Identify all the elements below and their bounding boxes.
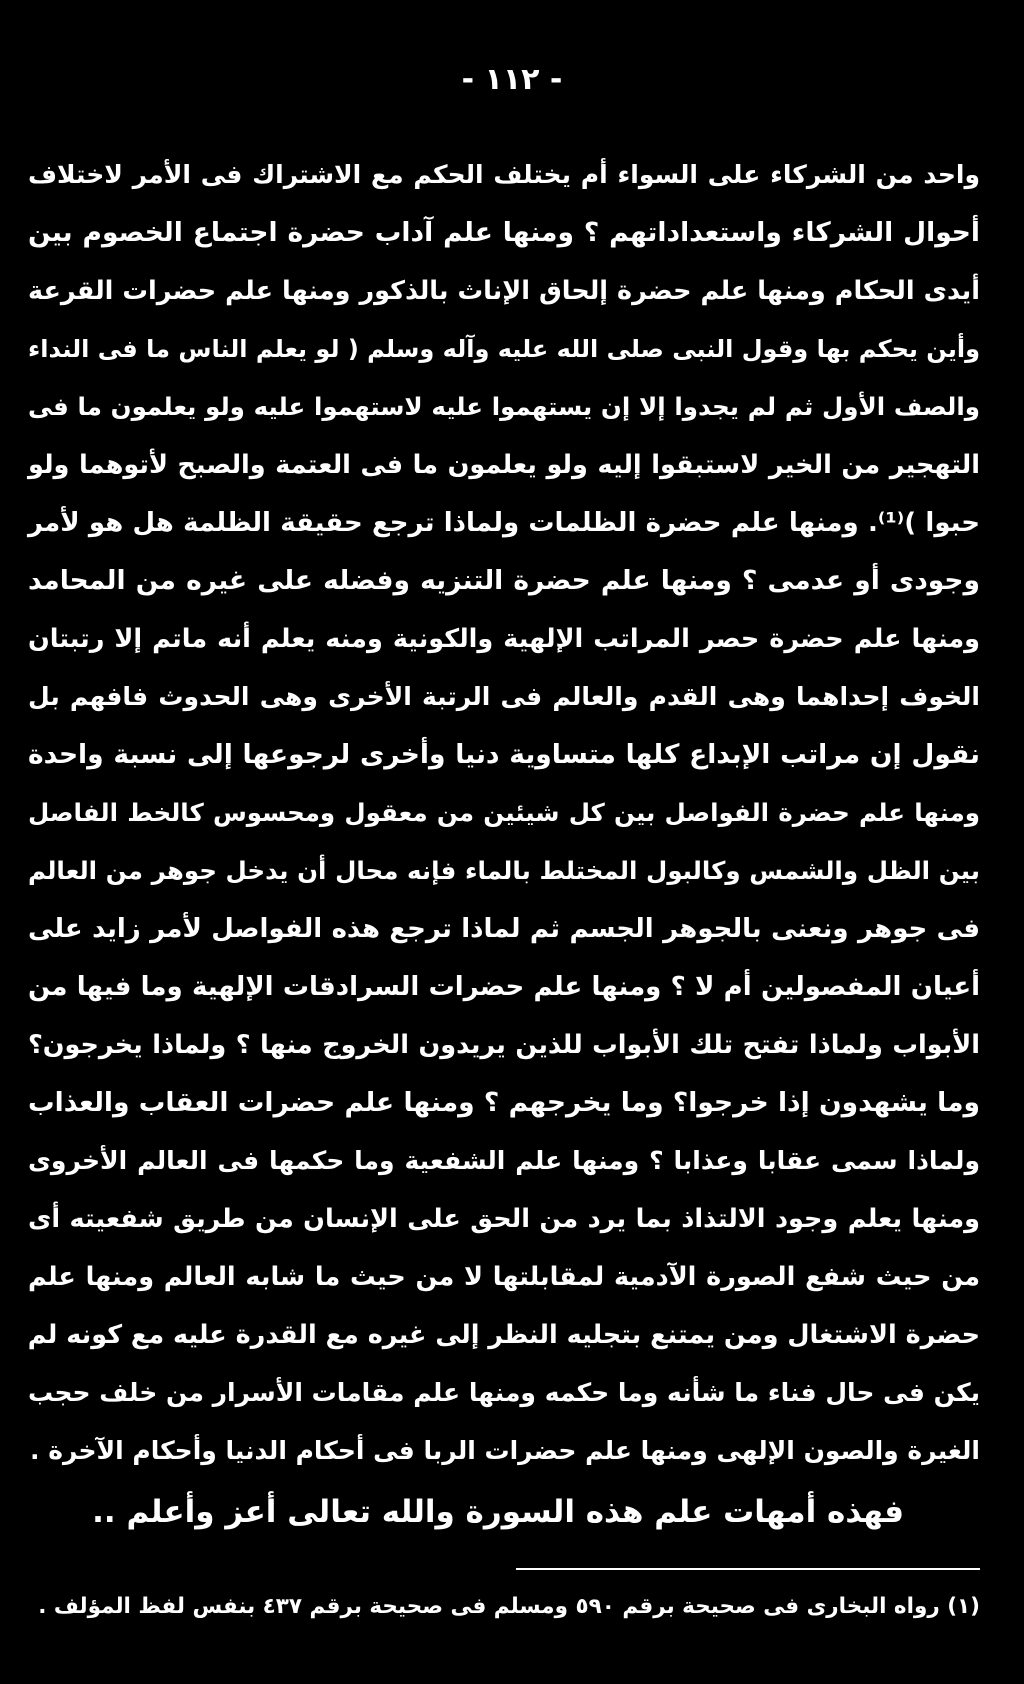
text-line: الخوف إحداهما وهى القدم والعالم فى الرتبة الأخرى وهى الحدوث فافهم بل	[28, 682, 980, 711]
footnote: (١) رواه البخارى فى صحيحة برقم ٥٩٠ ومسلم فى صحيحة برقم ٤٣٧ بنفس لفظ المؤلف .	[38, 1594, 980, 1619]
text-line: حبوا )⁽¹⁾. ومنها علم حضرة الظلمات ولماذا ترجع حقيقة الظلمة هل هو لأمر	[28, 508, 980, 538]
text-line: أعيان المفصولين أم لا ؟ ومنها علم حضرات السرادقات الإلهية وما فيها من	[28, 972, 980, 1002]
text-line: واحد من الشركاء على السواء أم يختلف الحكم مع الاشتراك فى الأمر لاختلاف	[28, 160, 980, 189]
closing-line: فهذه أمهات علم هذه السورة والله تعالى أعز وأعلم ..	[92, 1494, 904, 1530]
text-line: من حيث شفع الصورة الآدمية لمقابلتها لا من حيث ما شابه العالم ومنها علم	[28, 1262, 980, 1292]
text-line: أيدى الحكام ومنها علم حضرة إلحاق الإناث بالذكور ومنها علم حضرات القرعة	[28, 276, 980, 306]
body-text	[28, 146, 980, 1480]
text-line: ومنها علم حضرة الفواصل بين كل شيئين من معقول ومحسوس كالخط الفاصل	[28, 798, 980, 827]
text-line: التهجير من الخير لاستبقوا إليه ولو يعلمون ما فى العتمة والصبح لأتوهما ولو	[28, 450, 980, 480]
text-line: ومنها يعلم وجود الالتذاذ بما يرد من الحق على الإنسان من طريق شفعيته أى	[28, 1204, 980, 1234]
text-line: الأبواب ولماذا تفتح تلك الأبواب للذين يريدون الخروج منها ؟ ولماذا يخرجون؟	[28, 1030, 980, 1060]
text-line: وما يشهدون إذا خرجوا؟ وما يخرجهم ؟ ومنها علم حضرات العقاب والعذاب	[28, 1087, 980, 1118]
text-line: وجودى أو عدمى ؟ ومنها علم حضرة التنزيه وفضله على غيره من المحامد	[28, 565, 980, 596]
text-line: نقول إن مراتب الإبداع كلها متساوية دنيا وأخرى لرجوعها إلى نسبة واحدة	[28, 739, 980, 770]
text-line: يكن فى حال فناء ما شأنه وما حكمه ومنها علم مقامات الأسرار من خلف حجب	[28, 1378, 980, 1407]
text-line: الغيرة والصون الإلهى ومنها علم حضرات الربا فى أحكام الدنيا وأحكام الآخرة .	[30, 1436, 980, 1465]
text-line: فى جوهر ونعنى بالجوهر الجسم ثم لماذا ترجع هذه الفواصل لأمر زايد على	[28, 914, 980, 944]
text-line: حضرة الاشتغال ومن يمتنع بتجليه النظر إلى غيره مع القدرة عليه مع كونه لم	[27, 1320, 980, 1350]
text-line: أحوال الشركاء واستعداداتهم ؟ ومنها علم آداب حضرة اجتماع الخصوم بين	[28, 217, 980, 248]
footnote-divider	[516, 1568, 980, 1570]
text-line: ومنها علم حضرة حصر المراتب الإلهية والكونية ومنه يعلم أنه ماتم إلا رتبتان	[28, 624, 980, 654]
text-line: ولماذا سمى عقابا وعذابا ؟ ومنها علم الشفعية وما حكمها فى العالم الأخروى	[28, 1146, 980, 1175]
text-line: والصف الأول ثم لم يجدوا إلا إن يستهموا عليه لاستهموا عليه ولو يعلمون ما فى	[28, 392, 980, 421]
text-line: وأين يحكم بها وقول النبى صلى الله عليه وآله وسلم ( لو يعلم الناس ما فى النداء	[28, 335, 980, 363]
page-number: - ١١٢ -	[461, 62, 563, 97]
text-line: بين الظل والشمس وكالبول المختلط بالماء فإنه محال أن يدخل جوهر من العالم	[28, 856, 980, 885]
